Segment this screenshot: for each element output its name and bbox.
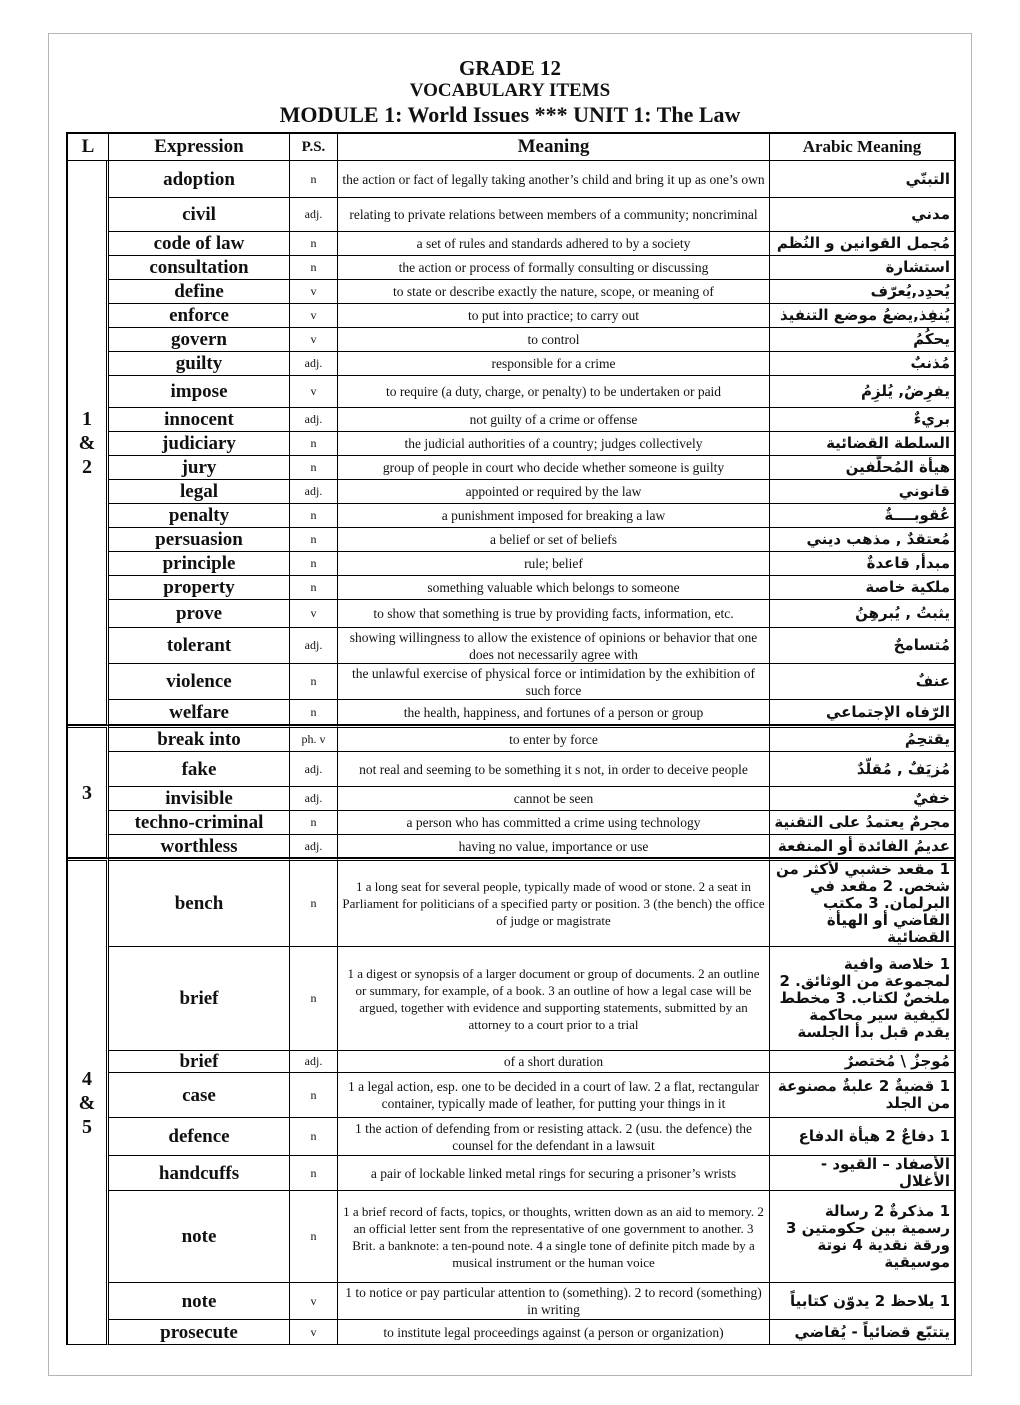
table-row [68,352,954,376]
part-of-speech-cell: n [290,1118,338,1156]
part-of-speech-cell: n [290,232,338,256]
part-of-speech-cell: adj. [290,198,338,232]
part-of-speech-cell: v [290,328,338,352]
arabic-meaning-cell: الرّفاه الإجتماعي [770,700,954,725]
col-header-meaning: Meaning [338,134,770,161]
table-row [68,552,954,576]
part-of-speech-cell: n [290,1073,338,1118]
part-of-speech-cell: n [290,256,338,280]
arabic-meaning-cell: يُنفِذ,يضعُ موضع التنفيذ [770,304,954,328]
meaning-cell: to put into practice; to carry out [338,304,770,328]
table-row [68,304,954,328]
expression-cell: defence [109,1118,290,1156]
arabic-meaning-cell: ملكية خاصة [770,576,954,600]
table-row [68,528,954,552]
expression-cell: case [109,1073,290,1118]
arabic-meaning-cell: مُعتقدٌ , مذهب ديني [770,528,954,552]
part-of-speech-cell: n [290,552,338,576]
expression-cell: techno-criminal [109,811,290,835]
expression-cell: legal [109,480,290,504]
part-of-speech-cell: n [290,528,338,552]
expression-cell: brief [109,1051,290,1073]
title-block [0,56,1020,128]
table-row [68,600,954,628]
table-row [68,1191,954,1283]
arabic-meaning-cell: مُزيَفٌ , مُقلّدٌ [770,752,954,787]
col-header-level: L [68,134,109,161]
part-of-speech-cell: v [290,376,338,408]
expression-cell: worthless [109,835,290,858]
meaning-cell: rule; belief [338,552,770,576]
expression-cell: note [109,1283,290,1320]
table-row [68,752,954,787]
expression-cell: prosecute [109,1320,290,1345]
table-row [68,628,954,664]
part-of-speech-cell: v [290,280,338,304]
arabic-meaning-cell: يقتحِمُ [770,725,954,752]
col-header-expression: Expression [109,134,290,161]
arabic-meaning-cell: يثبتُ , يُبرهِنُ [770,600,954,628]
arabic-meaning-cell: يحكُمُ [770,328,954,352]
meaning-cell: 1 to notice or pay particular attention to (something). 2 to record (something) in writing [338,1283,770,1320]
module-title: MODULE 1: World Issues *** UNIT 1: The Law [279,102,741,127]
level-cell: 3 [68,725,109,858]
part-of-speech-cell: adj. [290,835,338,858]
arabic-meaning-cell: عُقوبــــةٌ [770,504,954,528]
arabic-meaning-cell: مجرمٌ يعتمدُ على التقنية [770,811,954,835]
meaning-cell: to show that something is true by providing facts, information, etc. [338,600,770,628]
meaning-cell: to control [338,328,770,352]
arabic-meaning-cell: عنفٌ [770,664,954,700]
part-of-speech-cell: n [290,1156,338,1191]
meaning-cell: something valuable which belongs to someone [338,576,770,600]
part-of-speech-cell: n [290,456,338,480]
table-row [68,1156,954,1191]
header-row [68,134,954,161]
meaning-cell: a set of rules and standards adhered to by a society [338,232,770,256]
expression-cell: violence [109,664,290,700]
table-row [68,1118,954,1156]
meaning-cell: group of people in court who decide whether someone is guilty [338,456,770,480]
col-header-arabic: Arabic Meaning [770,134,954,161]
part-of-speech-cell: adj. [290,628,338,664]
meaning-cell: not guilty of a crime or offense [338,408,770,432]
vocabulary-table [66,132,956,1345]
expression-cell: civil [109,198,290,232]
arabic-meaning-cell: 1 خلاصة وافية لمجموعة من الوثائق. 2 ملخصٌ لكتاب. 3 مخطط لكيفية سير محاكمة يقدم قبل بدأ الجلسة [770,947,954,1051]
table-row [68,232,954,256]
table-row [68,947,954,1051]
expression-cell: brief [109,947,290,1051]
meaning-cell: to state or describe exactly the nature, scope, or meaning of [338,280,770,304]
table-row [68,576,954,600]
part-of-speech-cell: v [290,1320,338,1345]
arabic-meaning-cell: 1 قضيةٌ 2 علبةٌ مصنوعة من الجلد [770,1073,954,1118]
arabic-meaning-cell: عديمُ الفائدة أو المنفعة [770,835,954,858]
table-row [68,256,954,280]
arabic-meaning-cell: مدني [770,198,954,232]
expression-cell: penalty [109,504,290,528]
part-of-speech-cell: n [290,947,338,1051]
arabic-meaning-cell: 1 دفاعٌ 2 هيأة الدفاع [770,1118,954,1156]
part-of-speech-cell: n [290,504,338,528]
arabic-meaning-cell: خفيٌ [770,787,954,811]
expression-cell: break into [109,725,290,752]
arabic-meaning-cell: السلطة القضائية [770,432,954,456]
meaning-cell: 1 a digest or synopsis of a larger document or group of documents. 2 an outline or summary, for example, of a book. 3 an outline of how a legal case will be argued, together with evidence and supporting statements, submitted by an attorney to a court prior to a trial [338,947,770,1051]
expression-cell: persuasion [109,528,290,552]
arabic-meaning-cell: استشارة [770,256,954,280]
meaning-cell: showing willingness to allow the existence of opinions or behavior that one does not necessarily agree with [338,628,770,664]
expression-cell: define [109,280,290,304]
part-of-speech-cell: n [290,161,338,198]
meaning-cell: to institute legal proceedings against (a person or organization) [338,1320,770,1345]
arabic-meaning-cell: مُجمل القوانين و النُظم [770,232,954,256]
table-row [68,504,954,528]
meaning-cell: 1 the action of defending from or resisting attack. 2 (usu. the defence) the counsel for the defendant in a lawsuit [338,1118,770,1156]
meaning-cell: to enter by force [338,725,770,752]
meaning-cell: 1 a legal action, esp. one to be decided in a court of law. 2 a flat, rectangular container, typically made of leather, for putting your things in it [338,1073,770,1118]
arabic-meaning-cell: مُذنبٌ [770,352,954,376]
expression-cell: principle [109,552,290,576]
expression-cell: code of law [109,232,290,256]
part-of-speech-cell: ph. v [290,725,338,752]
arabic-meaning-cell: قانوني [770,480,954,504]
expression-cell: govern [109,328,290,352]
expression-cell: judiciary [109,432,290,456]
expression-cell: property [109,576,290,600]
expression-cell: note [109,1191,290,1283]
table-row [68,161,954,198]
expression-cell: invisible [109,787,290,811]
col-header-ps: P.S. [290,134,338,161]
expression-cell: consultation [109,256,290,280]
arabic-meaning-cell: بريءٌ [770,408,954,432]
table-row [68,1320,954,1345]
meaning-cell: the judicial authorities of a country; judges collectively [338,432,770,456]
table-row [68,408,954,432]
part-of-speech-cell: n [290,432,338,456]
expression-cell: bench [109,858,290,947]
expression-cell: fake [109,752,290,787]
expression-cell: welfare [109,700,290,725]
expression-cell: jury [109,456,290,480]
table-row [68,1073,954,1118]
table-row [68,811,954,835]
arabic-meaning-cell: يُحدِد,يُعرّف [770,280,954,304]
meaning-cell: a belief or set of beliefs [338,528,770,552]
meaning-cell: having no value, importance or use [338,835,770,858]
table-row [68,480,954,504]
arabic-meaning-cell: مبدأ, قاعدةٌ [770,552,954,576]
table-row [68,376,954,408]
meaning-cell: the action or fact of legally taking another’s child and bring it up as one’s own [338,161,770,198]
arabic-meaning-cell: يتتبّع قضائياً - يُقاضي [770,1320,954,1345]
expression-cell: tolerant [109,628,290,664]
part-of-speech-cell: adj. [290,408,338,432]
meaning-cell: relating to private relations between members of a community; noncriminal [338,198,770,232]
meaning-cell: the unlawful exercise of physical force or intimidation by the exhibition of such force [338,664,770,700]
part-of-speech-cell: n [290,1191,338,1283]
part-of-speech-cell: v [290,600,338,628]
table-row [68,432,954,456]
meaning-cell: a pair of lockable linked metal rings for securing a prisoner’s wrists [338,1156,770,1191]
part-of-speech-cell: v [290,1283,338,1320]
table-row [68,858,954,947]
part-of-speech-cell: adj. [290,787,338,811]
table-row [68,1051,954,1073]
meaning-cell: responsible for a crime [338,352,770,376]
part-of-speech-cell: adj. [290,752,338,787]
meaning-cell: the action or process of formally consulting or discussing [338,256,770,280]
table-row [68,456,954,480]
arabic-meaning-cell: 1 مقعد خشبي لأكثر من شخص. 2 مقعد في البرلمان. 3 مكتب القاضي أو الهيأة القضائية [770,858,954,947]
expression-cell: adoption [109,161,290,198]
table-row [68,328,954,352]
expression-cell: innocent [109,408,290,432]
arabic-meaning-cell: يفرِضُ, يُلزِمُ [770,376,954,408]
part-of-speech-cell: v [290,304,338,328]
subtitle: VOCABULARY ITEMS [409,80,611,101]
table-row [68,787,954,811]
table-row [68,198,954,232]
meaning-cell: 1 a long seat for several people, typically made of wood or stone. 2 a seat in Parliament for politicians of a specified party or position. 3 (the bench) the office of judge or magistrate [338,858,770,947]
arabic-meaning-cell: 1 يلاحظ 2 يدوّن كتابياً [770,1283,954,1320]
expression-cell: enforce [109,304,290,328]
part-of-speech-cell: adj. [290,352,338,376]
table-row [68,835,954,858]
table-row [68,725,954,752]
arabic-meaning-cell: مُتسامحٌ [770,628,954,664]
grade-title: GRADE 12 [458,56,562,80]
arabic-meaning-cell: 1 مذكرةٌ 2 رسالة رسمية بين حكومتين 3 ورقة نقدية 4 نوتة موسيقية [770,1191,954,1283]
part-of-speech-cell: n [290,576,338,600]
meaning-cell: cannot be seen [338,787,770,811]
part-of-speech-cell: n [290,858,338,947]
meaning-cell: a punishment imposed for breaking a law [338,504,770,528]
meaning-cell: to require (a duty, charge, or penalty) to be undertaken or paid [338,376,770,408]
meaning-cell: a person who has committed a crime using technology [338,811,770,835]
table-row [68,280,954,304]
meaning-cell: the health, happiness, and fortunes of a person or group [338,700,770,725]
table-row [68,700,954,725]
table-row [68,664,954,700]
arabic-meaning-cell: هيأة المُحلّفين [770,456,954,480]
expression-cell: guilty [109,352,290,376]
meaning-cell: not real and seeming to be something it s not, in order to deceive people [338,752,770,787]
part-of-speech-cell: n [290,811,338,835]
expression-cell: impose [109,376,290,408]
level-cell: 4 & 5 [68,858,109,1345]
table-row [68,1283,954,1320]
arabic-meaning-cell: الأصفاد – القيود - الأغلال [770,1156,954,1191]
meaning-cell: of a short duration [338,1051,770,1073]
meaning-cell: 1 a brief record of facts, topics, or thoughts, written down as an aid to memory. 2 an official letter sent from the representative of one government to another. 3 Brit. a banknote: a ten-pound note. 4 a single tone of definite pitch made by a musical instrument or the human voice [338,1191,770,1283]
part-of-speech-cell: n [290,700,338,725]
level-cell: 1 & 2 [68,161,109,725]
part-of-speech-cell: n [290,664,338,700]
meaning-cell: appointed or required by the law [338,480,770,504]
part-of-speech-cell: adj. [290,1051,338,1073]
part-of-speech-cell: adj. [290,480,338,504]
arabic-meaning-cell: التبنّي [770,161,954,198]
arabic-meaning-cell: مُوجزٌ \ مُختصرٌ [770,1051,954,1073]
expression-cell: prove [109,600,290,628]
expression-cell: handcuffs [109,1156,290,1191]
